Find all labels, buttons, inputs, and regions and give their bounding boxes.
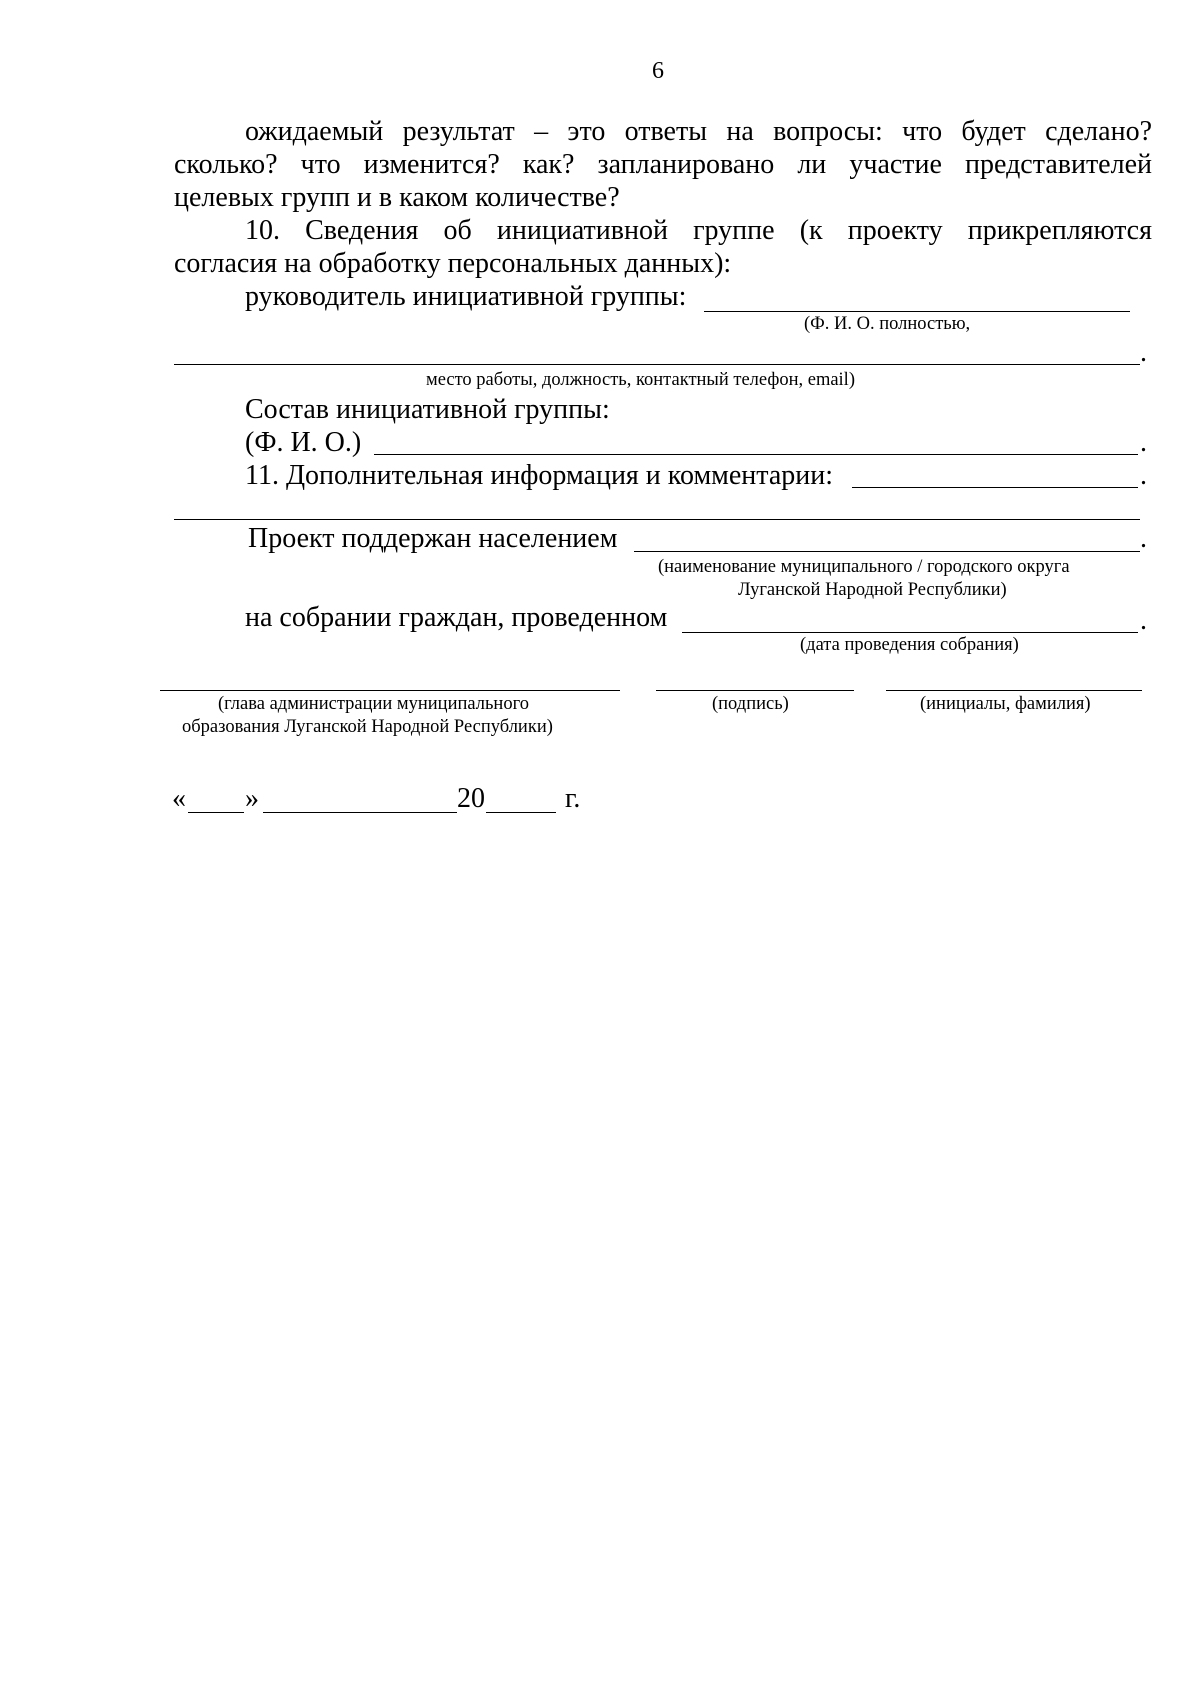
signature-line[interactable]	[656, 690, 854, 691]
leader-label: руководитель инициативной группы:	[245, 281, 687, 312]
head-signature-line[interactable]	[160, 690, 620, 691]
paragraph-line: ожидаемый результат – это ответы на вопросы: что будет сделано?	[245, 116, 1152, 147]
page-number: 6	[652, 58, 664, 84]
paragraph-line: сколько? что изменится? как? запланировано ли участие представителей	[174, 149, 1152, 180]
year-field[interactable]	[486, 812, 556, 813]
initials-line[interactable]	[886, 690, 1142, 691]
support-field[interactable]	[634, 551, 1140, 552]
name-hint: (инициалы, фамилия)	[920, 694, 1091, 714]
additional-info-field[interactable]	[852, 487, 1138, 488]
meeting-hint: (дата проведения собрания)	[800, 635, 1019, 655]
composition-label: Состав инициативной группы:	[245, 394, 610, 425]
composition-field[interactable]	[374, 454, 1138, 455]
meeting-label: на собрании граждан, проведенном	[245, 602, 668, 633]
section-10-heading: 10. Сведения об инициативной группе (к проекту прикрепляются	[245, 215, 1152, 246]
date-close-quote: »	[245, 783, 259, 814]
date-open-quote: «	[172, 783, 186, 814]
leader-hint: (Ф. И. О. полностью,	[804, 314, 971, 334]
additional-info-field-cont[interactable]	[174, 519, 1140, 520]
period: .	[1140, 427, 1147, 458]
head-hint: образования Луганской Народной Республики)	[182, 717, 553, 737]
month-field[interactable]	[263, 812, 457, 813]
year-prefix: 20	[457, 783, 485, 814]
support-hint: Луганской Народной Республики)	[738, 580, 1007, 600]
support-hint: (наименование муниципального / городского округа	[658, 557, 1070, 577]
leader-details-hint: место работы, должность, контактный телефон, email)	[426, 370, 855, 390]
paragraph-line: целевых групп и в каком количестве?	[174, 182, 620, 213]
section-11-label: 11. Дополнительная информация и комментарии:	[245, 460, 834, 491]
year-suffix: г.	[565, 783, 581, 814]
sign-hint: (подпись)	[712, 694, 789, 714]
period: .	[1140, 605, 1147, 636]
meeting-date-field[interactable]	[682, 632, 1138, 633]
head-hint: (глава администрации муниципального	[218, 694, 529, 714]
leader-details-field[interactable]	[174, 364, 1140, 365]
day-field[interactable]	[188, 812, 244, 813]
period: .	[1140, 337, 1147, 368]
leader-name-field[interactable]	[704, 311, 1130, 312]
support-label: Проект поддержан населением	[248, 523, 618, 554]
section-10-heading-cont: согласия на обработку персональных данных):	[174, 248, 732, 279]
period: .	[1140, 460, 1147, 491]
fio-label: (Ф. И. О.)	[245, 427, 362, 458]
period: .	[1140, 523, 1147, 554]
